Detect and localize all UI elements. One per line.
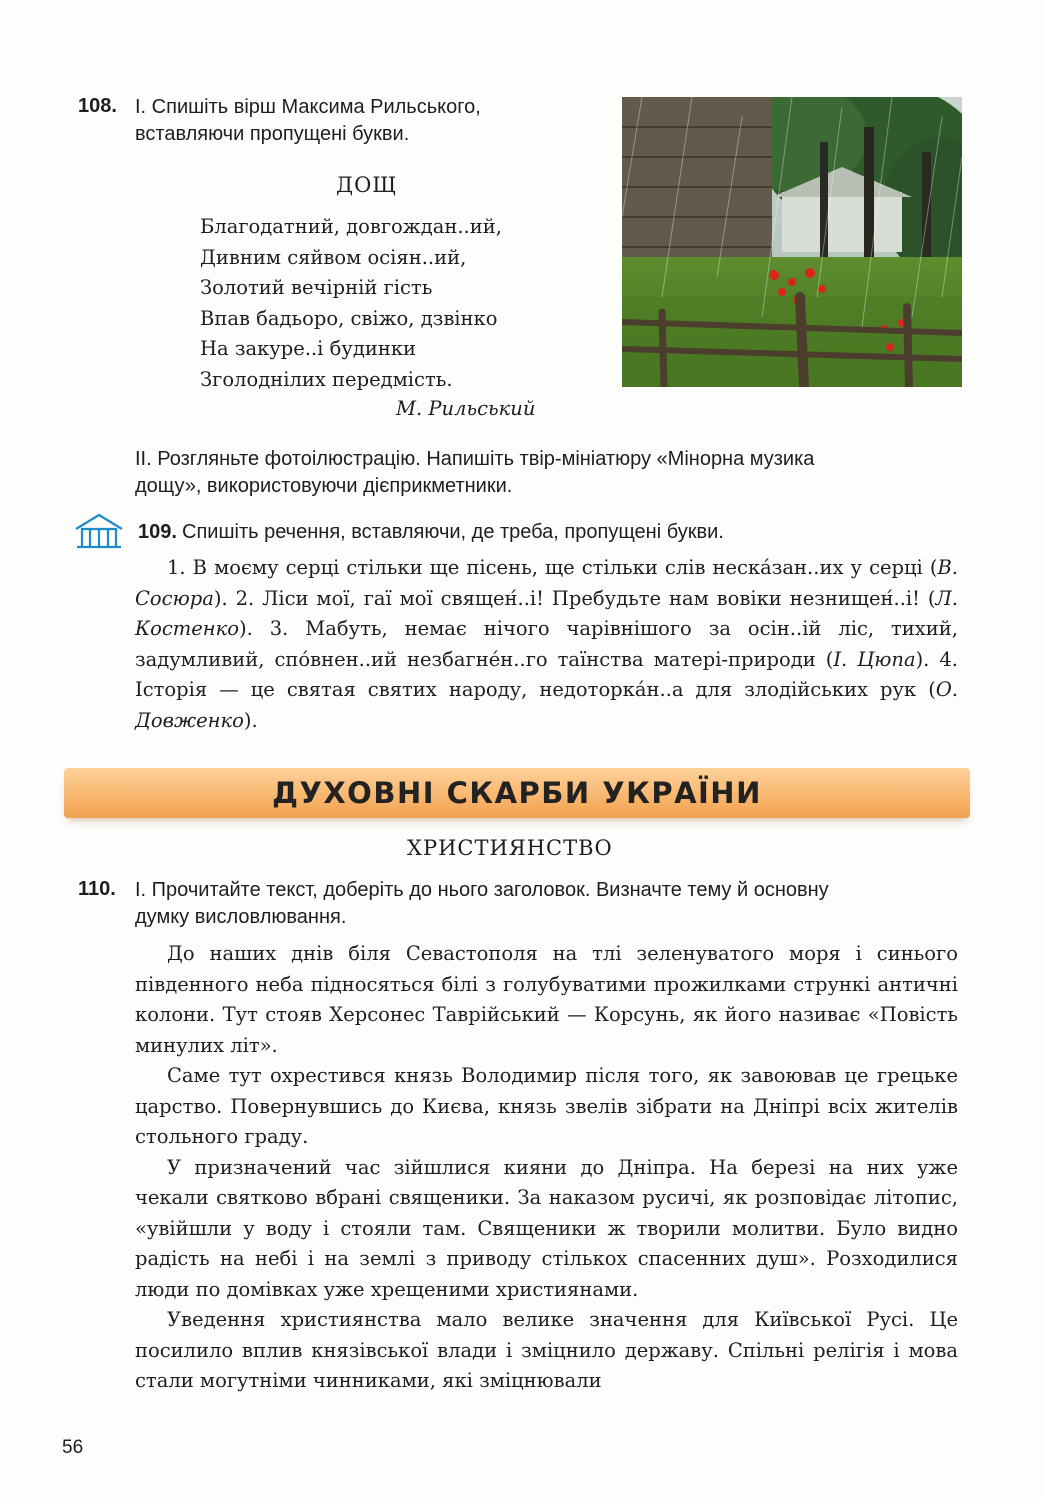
exercise-110-number: 110.	[78, 878, 116, 900]
section-title: ХРИСТИЯНСТВО	[407, 836, 613, 860]
exercise-110-task-line-2: думку висловлювання.	[135, 906, 347, 928]
text-paragraph: Саме тут охрестився князь Володимир після того, як завоював це грецьке царство. Повернувшись до Києва, князь звелів зібрати на Дніпрі всіх жителів стольного граду.	[135, 1064, 958, 1148]
banner-title: ДУХОВНІ СКАРБИ УКРАЇНИ	[272, 776, 762, 810]
homework-house-icon	[73, 512, 125, 550]
rain-photo	[622, 97, 962, 387]
exercise-108-task-line-1: І. Спишіть вірш Максима Рильського,	[135, 96, 481, 118]
poem-line: На закуре..і будинки	[200, 337, 417, 360]
source-author: Л. Костенко	[135, 586, 958, 640]
source-author: В. Сосюра	[135, 556, 958, 610]
text-paragraph: До наших днів біля Севастополя на тлі зеленуватого моря і синього південного неба підносяться білі з голубуватими прожилками стрункі античні колони. Тут стояв Херсонес Таврійський — Корсунь, як його називає «Повість минулих літ».	[135, 942, 958, 1057]
source-author: О. Довженко	[135, 678, 958, 732]
exercise-108-task-line-2: вставляючи пропущені букви.	[135, 123, 410, 145]
sentence-text: 1. В моєму серці стільки ще пісень, ще стільки слів неска́зан..их у серці (	[167, 556, 938, 579]
source-author: І. Цюпа	[833, 647, 916, 671]
poem-line: Благодатний, довгождан..ий,	[200, 215, 502, 238]
sentence-text: ). 4. Історія — це святая святих народу, недоторка́н..а для злодійських рук (	[135, 647, 958, 701]
page-number: 56	[62, 1437, 84, 1458]
exercise-109-sentences	[135, 553, 958, 736]
sentence-text: ). 3. Мабуть, немає нічого чарівнішого за осін..ій ліс, тихий, задумливий, спо́внен..ий незбагне́н..го таїнства матері-природи (	[135, 617, 958, 671]
house-icon	[73, 512, 125, 550]
exercise-110-task	[135, 877, 965, 931]
poem-title: ДОЩ	[336, 173, 398, 197]
sentence-text: ).	[243, 708, 258, 732]
exercise-109-number: 109.	[138, 521, 177, 543]
rain-photo-illustration	[622, 97, 962, 387]
poem-line: Впав бадьоро, свіжо, дзвінко	[200, 306, 498, 330]
poem-line: Дивним сяйвом осіян..ий,	[200, 245, 467, 269]
section-banner	[64, 768, 970, 818]
exercise-108-task	[135, 94, 605, 148]
poem-line: Золотий вечірній гість	[200, 276, 433, 299]
exercise-109-task: Спишіть речення, вставляючи, де треба, пропущені букви.	[182, 521, 724, 543]
poem	[200, 212, 502, 395]
exercise-110-text	[135, 939, 958, 1397]
text-paragraph: Уведення християнства мало велике значення для Київської Русі. Це посилило вплив князівської влади і зміцнило державу. Спільні релігія і мова стали могутніми чинниками, які зміцнювали	[135, 1308, 958, 1392]
text-paragraph: У призначений час зійшлися кияни до Дніпра. На березі на них уже чекали святково вбрані священики. За наказом русичі, як розповідає літопис, «увійшли у воду і стояли там. Священики ж творили молитви. Було видно радість на небі і на землі з приводу стількох спасенних душ». Розходилися люди по домівках уже хрещеними християнами.	[135, 1155, 958, 1301]
sentence-text: ). 2. Ліси мої, гаї мої священ́..і! Пребудьте нам вовіки незнищен́..і! (	[213, 586, 936, 610]
exercise-108-number: 108.	[78, 95, 117, 117]
exercise-110-task-line-1: І. Прочитайте текст, доберіть до нього заголовок. Визначте тему й основну	[135, 879, 829, 901]
exercise-108-task-2-line-1: ІІ. Розгляньте фотоілюстрацію. Напишіть твір-мініатюру «Мінорна музика	[135, 448, 815, 470]
exercise-108-task-2-line-2: дощу», використовуючи дієприкметники.	[135, 475, 513, 497]
poem-line: Зголоднілих передмість.	[200, 367, 453, 391]
exercise-108-task-2	[135, 446, 965, 500]
exercise-109-header	[138, 519, 724, 546]
poem-author: М. Рильський	[396, 397, 536, 420]
